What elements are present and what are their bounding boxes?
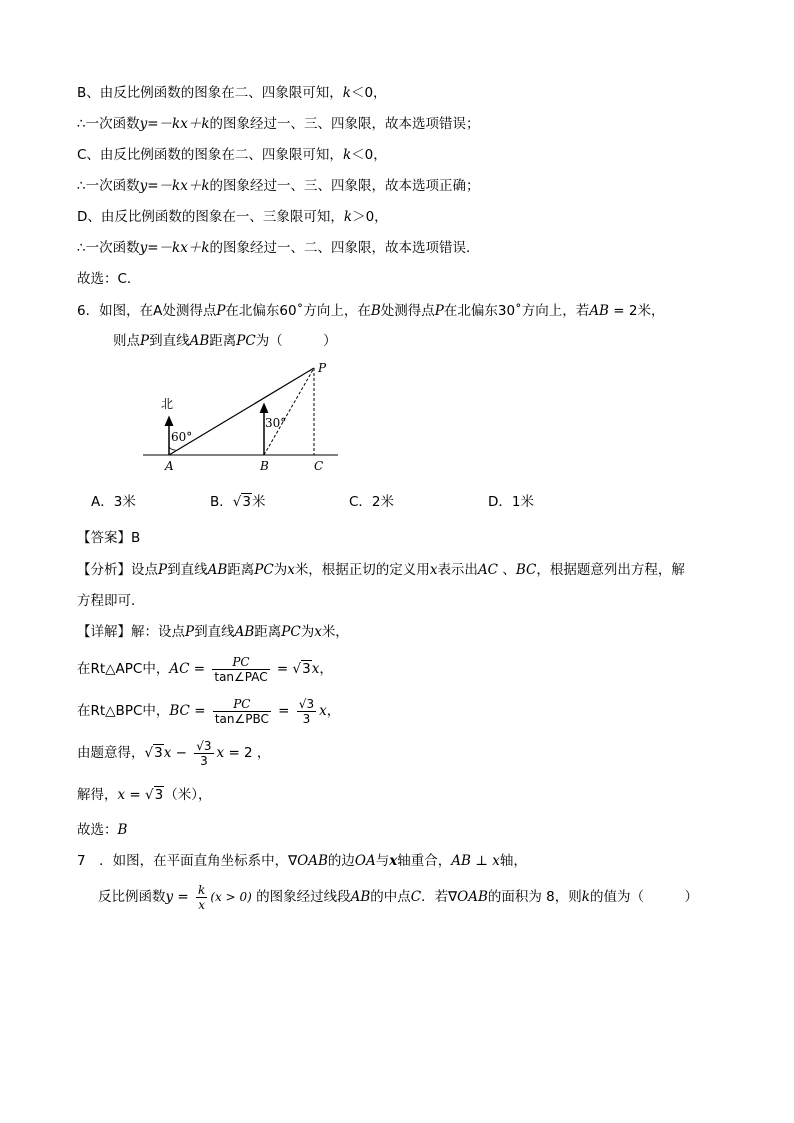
text: 到直线 (167, 562, 208, 578)
text: 距离 (254, 624, 282, 640)
denominator: x (198, 897, 206, 912)
text: 故选： (77, 822, 118, 838)
text: 表示出 (437, 562, 478, 578)
var: AB (189, 333, 210, 349)
fraction (196, 883, 207, 912)
var: AC (477, 562, 499, 578)
denominator: 3 (200, 753, 208, 768)
var: AB (350, 889, 371, 905)
denominator: tan∠PBC (214, 711, 269, 726)
equation-4 (77, 786, 211, 804)
text: = 2 ， (224, 745, 271, 761)
var: AB ⊥ x (451, 853, 500, 869)
text: ∴一次函数 (77, 178, 140, 194)
function: y=－kx＋k (139, 178, 210, 194)
analysis-line-2: 方程即可． (77, 593, 145, 609)
text: − (171, 745, 192, 761)
text: 轴， (499, 853, 527, 869)
var: OAB (457, 889, 488, 905)
text: 【详解】解：设点 (77, 624, 185, 640)
text: 在Rt△APC中， (77, 661, 170, 677)
label-angle-60: 60° (171, 430, 193, 444)
text: ， (326, 703, 341, 719)
var: P (185, 624, 195, 640)
choose-line (77, 821, 127, 839)
text: 的值为（ ） (589, 889, 698, 905)
radicand: 3 (154, 787, 164, 803)
text: D、由反比例函数的图象在一、三象限可知， (77, 209, 344, 225)
numerator: k (198, 882, 206, 897)
text-line: 故选：C． (77, 271, 141, 287)
text: = (189, 661, 210, 677)
text: 由题意得， (77, 745, 145, 761)
var: x (216, 745, 225, 761)
detail-line (77, 623, 349, 641)
text: = (189, 703, 210, 719)
var: y (165, 889, 174, 905)
text: = (273, 703, 294, 719)
text: 为 (273, 562, 288, 578)
radicand: 3 (242, 494, 251, 510)
analysis-line (77, 561, 685, 579)
text-line (77, 208, 388, 226)
option-b (210, 493, 265, 511)
question-7-stem-line2 (98, 880, 698, 914)
text: 6．如图，在A处测得点 (77, 303, 217, 319)
fraction (212, 655, 269, 684)
text: 处测得点 (380, 303, 435, 319)
text: 的图象经过一、三、四象限，故本选项正确； (209, 178, 480, 194)
denominator: tan∠PAC (214, 669, 268, 684)
text: ＞0， (352, 209, 388, 225)
text: 、 (498, 562, 516, 578)
var: x (319, 703, 327, 719)
radicand: 3 (306, 696, 315, 711)
numerator: PC (213, 697, 271, 712)
option-d: D．1米 (488, 494, 534, 510)
var: k (343, 209, 353, 225)
text: 与 (375, 853, 390, 869)
var: AB (234, 624, 255, 640)
var: P (434, 303, 444, 319)
text: 解得， (77, 787, 118, 803)
text: 则点 (113, 333, 140, 349)
answer-line: 【答案】B (77, 530, 141, 546)
text-line (77, 239, 480, 257)
var: x (311, 661, 320, 677)
text: ＜0， (351, 147, 387, 163)
var: P (216, 303, 226, 319)
fraction (297, 697, 316, 726)
var: BC (169, 703, 190, 719)
text: 米 (251, 494, 266, 510)
text: 在Rt△BPC中， (77, 703, 170, 719)
sqrt: √3 (144, 745, 163, 761)
label-C: C (314, 459, 324, 473)
var: x (163, 745, 172, 761)
text: 7 ．如图，在平面直角坐标系中，∇ (77, 853, 298, 869)
text: 到直线 (149, 333, 190, 349)
var: P (158, 562, 168, 578)
var: x (389, 853, 398, 869)
text: 米，根据正切的定义用 (294, 562, 430, 578)
text: （米）， (164, 787, 212, 803)
text: 为（ ） (255, 333, 337, 349)
var: x (314, 624, 322, 640)
text: B． (210, 494, 233, 510)
text: 的图象经过一、三、四象限，故本选项错误； (209, 116, 480, 132)
var: P (140, 333, 150, 349)
var: k (342, 147, 352, 163)
text-line (77, 84, 387, 102)
text: ∴一次函数 (77, 240, 140, 256)
sqrt: √3 (145, 787, 164, 803)
var: PC (281, 624, 301, 640)
text: = (173, 889, 194, 905)
label-B: B (260, 459, 269, 473)
var: x (429, 562, 438, 578)
text: ．若∇ (421, 889, 458, 905)
function: y=－kx＋k (139, 240, 210, 256)
text: 的边 (327, 853, 355, 869)
text: 的图象经过线段 (251, 889, 351, 905)
text: = 2米， (608, 303, 665, 319)
text: 轴重合， (397, 853, 452, 869)
text: 的中点 (370, 889, 411, 905)
numerator: PC (212, 655, 269, 670)
condition: (x > 0) (210, 890, 252, 904)
label-angle-30: 30° (265, 416, 287, 430)
label-A: A (165, 459, 174, 473)
text-line (77, 177, 480, 195)
numerator: √3 (298, 696, 315, 711)
option-c: C．2米 (349, 494, 395, 510)
equation-2 (77, 694, 340, 728)
var: PC (236, 333, 256, 349)
var: B (117, 822, 128, 838)
text: ∴一次函数 (77, 116, 140, 132)
sqrt: √3 (232, 494, 251, 510)
label-north: 北 (161, 397, 174, 411)
numerator: √3 (196, 738, 212, 753)
text-line (77, 146, 387, 164)
var: BC (515, 562, 537, 578)
var: k (581, 889, 590, 905)
geometry-figure (140, 362, 350, 474)
text: 到直线 (194, 624, 235, 640)
question-6-stem (77, 302, 664, 320)
text: = (125, 787, 146, 803)
denominator: 3 (302, 711, 311, 726)
radicand: 3 (203, 738, 212, 753)
equation-3 (77, 736, 270, 770)
text: ＜0， (350, 85, 387, 101)
text: C、由反比例函数的图象在二、四象限可知， (77, 147, 343, 163)
var: OA (354, 853, 376, 869)
text: ，根据题意列出方程，解 (536, 562, 685, 578)
text: 米， (321, 624, 349, 640)
radicand: 3 (302, 661, 311, 677)
var: x (117, 787, 126, 803)
text: B、由反比例函数的图象在二、四象限可知， (77, 85, 343, 101)
question-7-stem (77, 852, 527, 870)
var: PC (254, 562, 274, 578)
var: C (410, 889, 422, 905)
text: 距离 (227, 562, 255, 578)
question-6-stem-line2 (113, 332, 337, 350)
text: 在北偏东60˚方向上，在 (225, 303, 371, 319)
var: OAB (297, 853, 328, 869)
function: y=－kx＋k (139, 116, 210, 132)
var: x (287, 562, 295, 578)
var: k (342, 85, 351, 101)
text: 的面积为 8，则 (487, 889, 582, 905)
fraction (194, 739, 213, 768)
var: AC (169, 661, 190, 677)
text: 在北偏东30˚方向上，若 (443, 303, 590, 319)
var: AB (589, 303, 609, 319)
radicand: 3 (154, 745, 163, 761)
var: AB (207, 562, 228, 578)
option-a: A．3米 (91, 494, 136, 510)
label-P: P (318, 362, 327, 375)
var: B (370, 303, 381, 319)
equation-1 (77, 652, 333, 686)
text: 【分析】设点 (77, 562, 158, 578)
line-BP (264, 368, 314, 455)
text: 距离 (209, 333, 237, 349)
text: = (272, 661, 293, 677)
text: 为 (300, 624, 315, 640)
text-line (77, 115, 480, 133)
text: ， (319, 661, 333, 677)
text: 反比例函数 (98, 889, 166, 905)
sqrt: √3 (292, 661, 311, 677)
fraction (213, 697, 271, 726)
text: 的图象经过一、二、四象限，故本选项错误． (209, 240, 480, 256)
angle-arc-60 (169, 447, 176, 450)
